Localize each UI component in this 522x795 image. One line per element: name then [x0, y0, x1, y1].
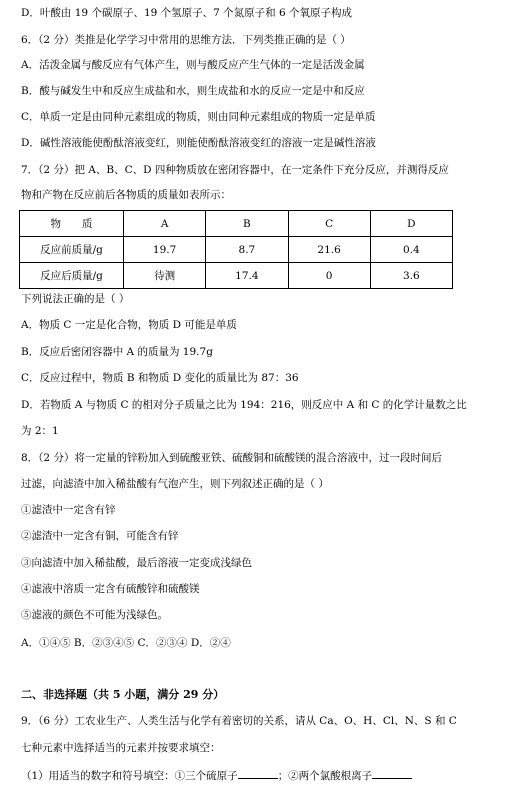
- table-cell: 21.6: [288, 237, 370, 263]
- table-cell: 17.4: [206, 263, 288, 289]
- question-8-statement-1: ①滤渣中一定含有锌: [21, 504, 116, 516]
- question-8-stem-1: 8．（2 分）将一定量的锌粉加入到硫酸亚铁、硫酸铜和硫酸镁的混合溶液中，过一段时间后: [21, 452, 442, 464]
- table-cell: 3.6: [370, 263, 452, 289]
- question-7-option-a: A．物质 C 一定是化合物，物质 D 可能是单质: [21, 319, 237, 331]
- table-row: [20, 237, 453, 263]
- question-7-option-b: B．反应后密闭容器中 A 的质量为 19.7g: [21, 346, 213, 358]
- table-header-cell: B: [206, 211, 288, 237]
- question-6-option-b: B．酸与碱发生中和反应生成盐和水，则生成盐和水的反应一定是中和反应: [21, 85, 365, 97]
- table-cell: 0: [288, 263, 370, 289]
- question-6-option-c: C．单质一定是由同种元素组成的物质，则由同种元素组成的物质一定是单质: [21, 111, 376, 123]
- question-7-stem-1: 7．（2 分）把 A、B、C、D 四种物质放在密闭容器中，在一定条件下充分反应，并测得反应: [21, 164, 449, 176]
- question-9-fill-line: [21, 768, 412, 783]
- table-header-cell: D: [370, 211, 452, 237]
- table-cell: 反应后质量/g: [20, 263, 124, 289]
- section-title: 二、非选择题（共 5 小题，满分 29 分）: [21, 688, 225, 701]
- question-6-stem: 6．（2 分）类推是化学学习中常用的思维方法．下列类推正确的是（ ）: [21, 34, 351, 46]
- answer-blank-1[interactable]: [238, 768, 278, 779]
- question-7-stem-2: 物和产物在反应前后各物质的质量如表所示：: [21, 189, 231, 201]
- question-8-statement-3: ③向滤渣中加入稀盐酸，最后溶液一定变成浅绿色: [21, 557, 252, 569]
- question-8-statement-2: ②滤渣中一定含有铜，可能含有锌: [21, 530, 179, 542]
- table-cell: 8.7: [206, 237, 288, 263]
- question-9-stem-2: 七种元素中选择适当的元素并按要求填空：: [21, 742, 221, 754]
- table-header-cell: C: [288, 211, 370, 237]
- question-7-option-d-1: D．若物质 A 与物质 C 的相对分子质量之比为 194：216，则反应中 A 和 C 的化学计量数之比: [21, 399, 467, 411]
- fill-prompt-2: ；②两个氯酸根离子: [277, 770, 373, 782]
- question-7-option-c: C．反应过程中，物质 B 和物质 D 变化的质量比为 87：36: [21, 372, 299, 384]
- question-8-stem-2: 过滤，向滤渣中加入稀盐酸有气泡产生，则下列叙述正确的是（ ）: [21, 478, 329, 490]
- table-header-cell: A: [124, 211, 206, 237]
- table-cell: 19.7: [124, 237, 206, 263]
- table-cell: 待测: [124, 263, 206, 289]
- table-header-row: [20, 211, 453, 237]
- question-9-stem-1: 9．（6 分）工农业生产、人类生活与化学有着密切的关系，请从 Ca、O、H、Cl、N、S 和 C: [21, 715, 457, 727]
- table-cell: 反应前质量/g: [20, 237, 124, 263]
- question-6-option-a: A．活泼金属与酸反应有气体产生，则与酸反应产生气体的一定是活泼金属: [21, 59, 365, 71]
- question-7-prompt: 下列说法正确的是（ ）: [21, 293, 130, 305]
- question-8-statement-5: ⑤滤液的颜色不可能为浅绿色。: [21, 609, 168, 621]
- mass-table: [19, 210, 453, 289]
- answer-blank-2[interactable]: [372, 768, 412, 779]
- question-6-option-d: D．碱性溶液能使酚酞溶液变红，则能使酚酞溶液变红的溶液一定是碱性溶液: [21, 137, 376, 149]
- question-8-choices: A．①④⑤ B．②③④⑤ C．②③④ D．②④: [21, 637, 231, 649]
- fill-prompt-1: （1）用适当的数字和符号填空：①三个硫原子: [21, 770, 238, 782]
- table-cell: 0.4: [370, 237, 452, 263]
- question-8-statement-4: ④滤液中溶质一定含有硫酸锌和硫酸镁: [21, 583, 200, 595]
- option-d-q5: D．叶酸由 19 个碳原子、19 个氢原子、7 个氮原子和 6 个氧原子构成: [21, 7, 353, 19]
- table-row: [20, 263, 453, 289]
- table-header-cell: 物 质: [20, 211, 124, 237]
- question-7-option-d-2: 为 2：1: [21, 425, 59, 437]
